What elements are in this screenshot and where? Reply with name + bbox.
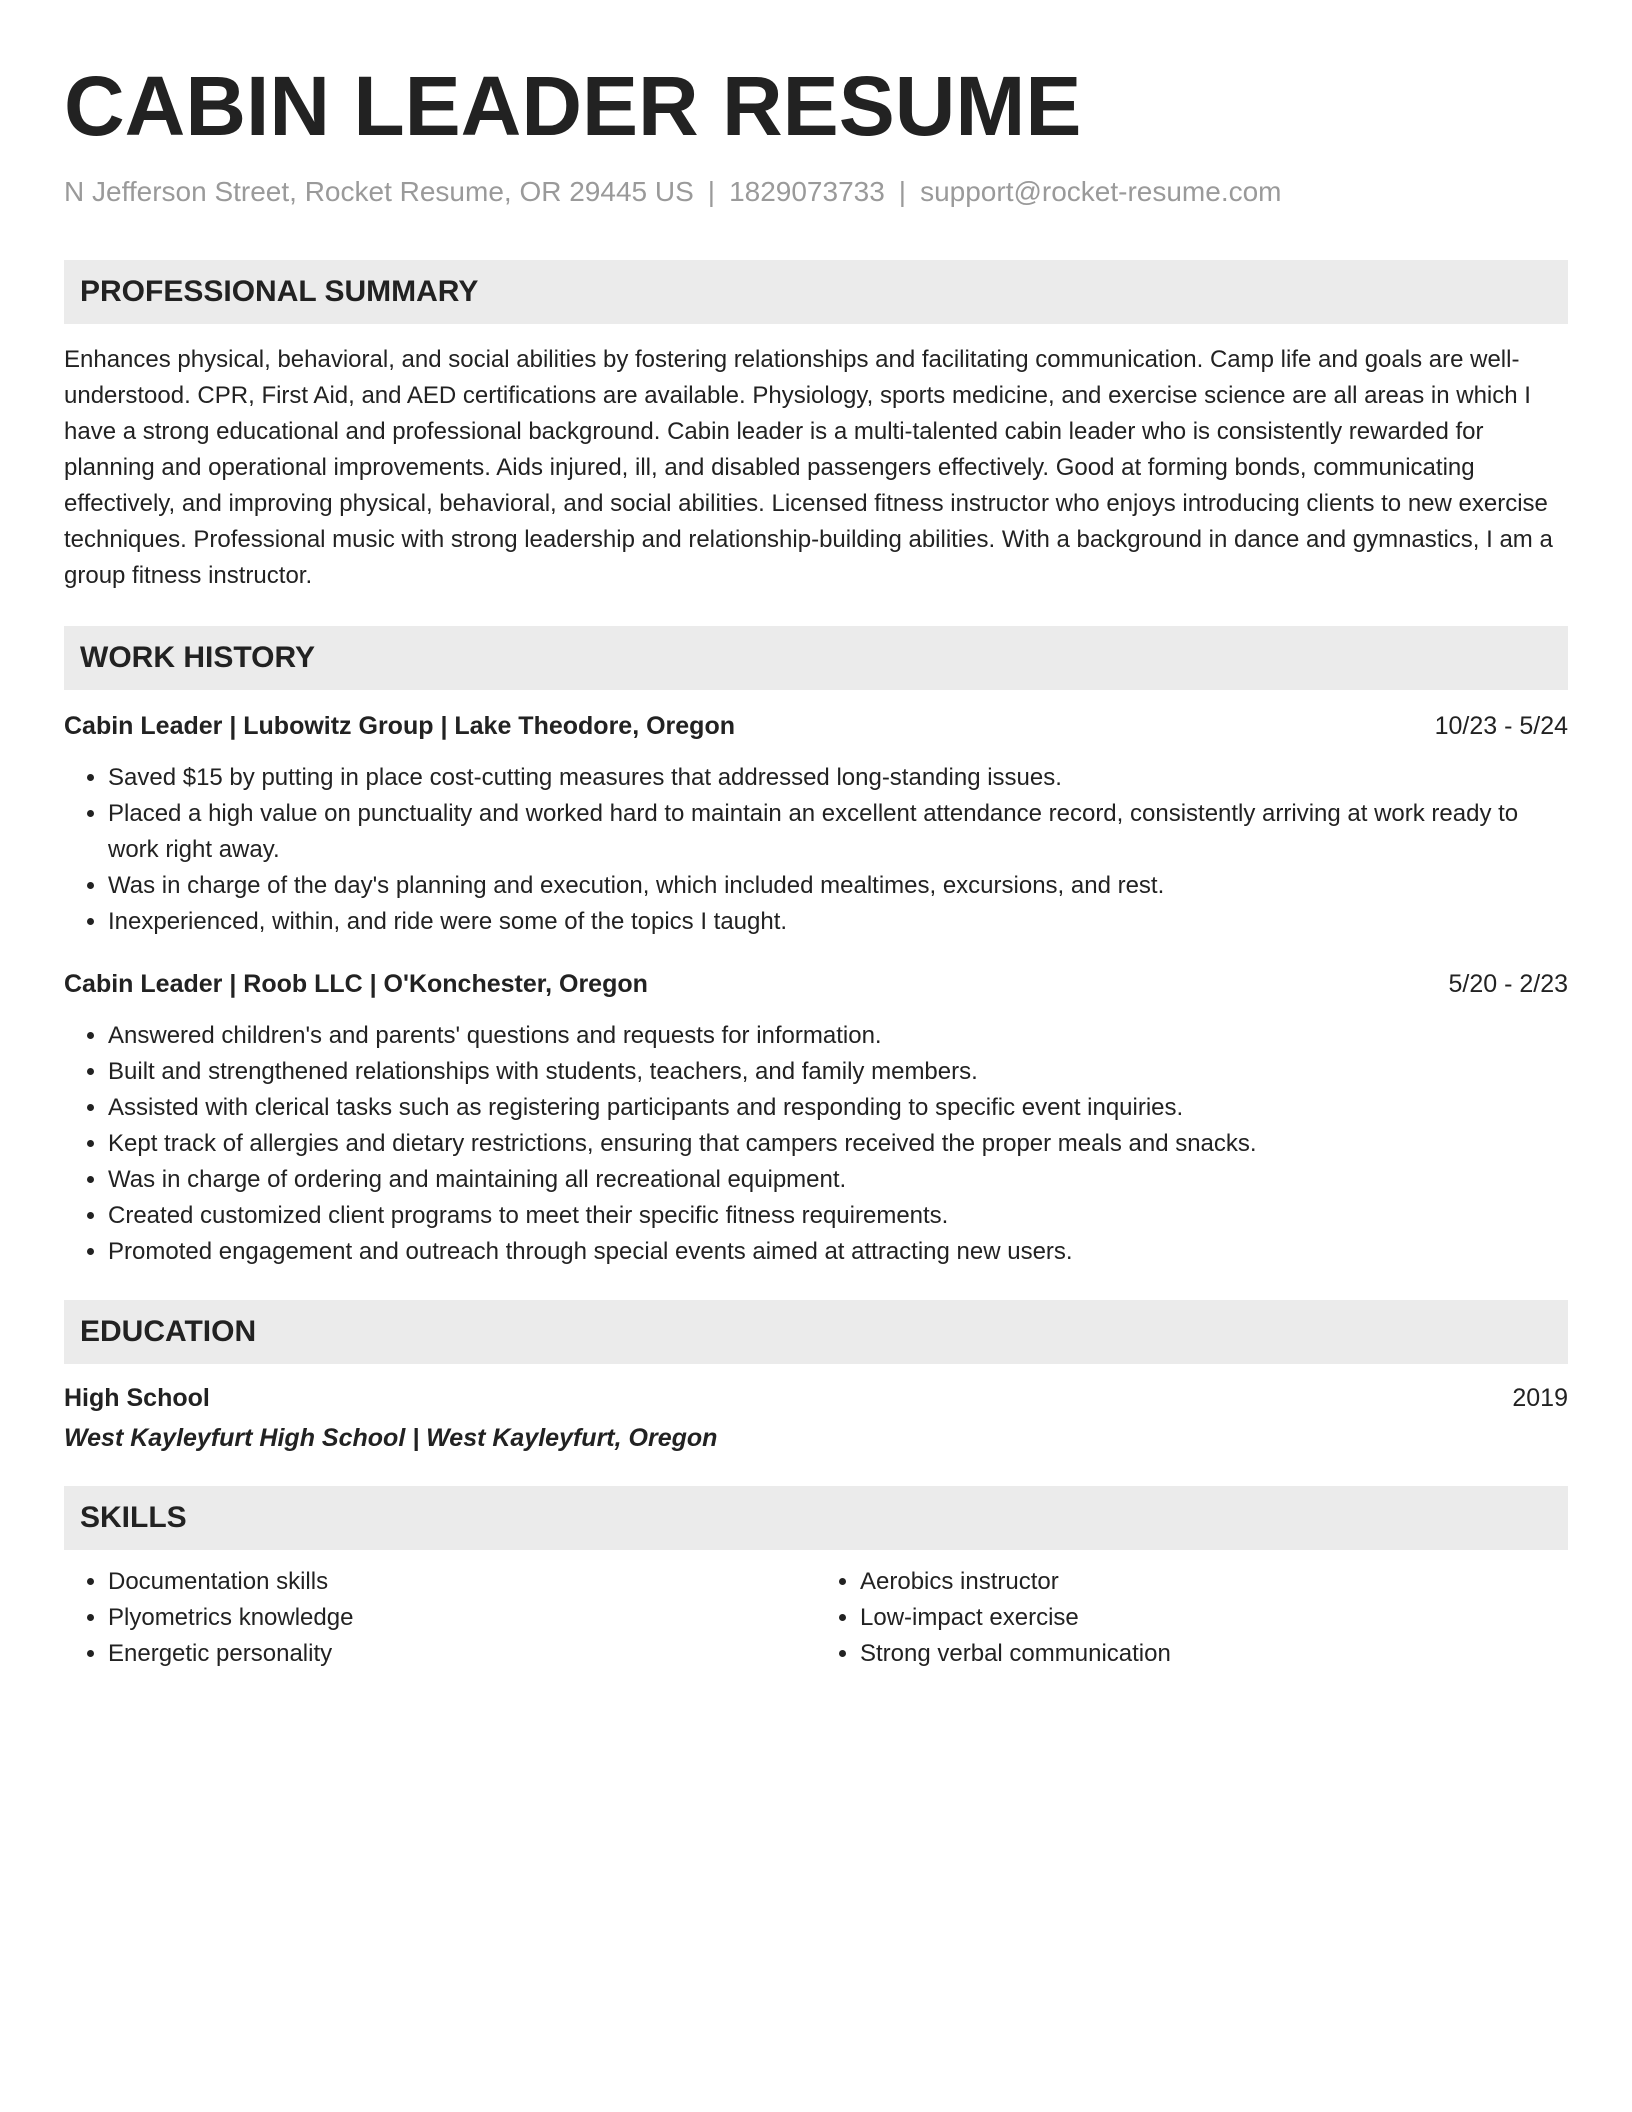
job-bullet: • Created customized client programs to meet their specific fitness requirements. bbox=[108, 1198, 1568, 1234]
job-bullet: • Promoted engagement and outreach through special events aimed at attracting new users. bbox=[108, 1234, 1568, 1270]
job-bullets bbox=[64, 760, 1568, 940]
job-bullets bbox=[64, 1018, 1568, 1270]
job-title: Cabin Leader | Lubowitz Group | Lake Theodore, Oregon bbox=[64, 712, 735, 740]
contact-email: support@rocket-resume.com bbox=[920, 176, 1282, 207]
education-degree: High School bbox=[64, 1384, 210, 1412]
skills-column-right bbox=[816, 1564, 1568, 1672]
skill-item: • Documentation skills bbox=[108, 1564, 816, 1600]
skill-item: • Energetic personality bbox=[108, 1636, 816, 1672]
education-heading: EDUCATION bbox=[64, 1300, 1568, 1364]
contact-line bbox=[64, 174, 1568, 210]
job-bullet: • Placed a high value on punctuality and worked hard to maintain an excellent attendance record, consistently arriving at work ready to work right away. bbox=[108, 796, 1568, 868]
job-dates: 10/23 - 5/24 bbox=[1434, 712, 1568, 740]
skills-bullets bbox=[64, 1564, 816, 1672]
job-entry bbox=[64, 966, 1568, 1270]
contact-separator: | bbox=[707, 176, 716, 207]
job-bullet: • Answered children's and parents' questions and requests for information. bbox=[108, 1018, 1568, 1054]
job-entry bbox=[64, 708, 1568, 940]
skills-heading: SKILLS bbox=[64, 1486, 1568, 1550]
education-year: 2019 bbox=[1512, 1384, 1568, 1412]
skills-column-left bbox=[64, 1564, 816, 1672]
skill-item: • Aerobics instructor bbox=[860, 1564, 1568, 1600]
job-bullet: • Was in charge of ordering and maintaining all recreational equipment. bbox=[108, 1162, 1568, 1198]
contact-address: N Jefferson Street, Rocket Resume, OR 29445 US bbox=[64, 176, 694, 207]
job-dates: 5/20 - 2/23 bbox=[1448, 970, 1568, 998]
contact-separator: | bbox=[898, 176, 907, 207]
skill-item: • Low-impact exercise bbox=[860, 1600, 1568, 1636]
job-bullet: • Kept track of allergies and dietary restrictions, ensuring that campers received the proper meals and snacks. bbox=[108, 1126, 1568, 1162]
work-history-heading: WORK HISTORY bbox=[64, 626, 1568, 690]
skill-item: • Plyometrics knowledge bbox=[108, 1600, 816, 1636]
summary-text: Enhances physical, behavioral, and social abilities by fostering relationships and facilitating communication. Camp life and goals are well-understood. CPR, First Aid, and AED certifications are available. Physiology, sports medicine, and exercise science are all areas in which I have a strong educational and professional background. Cabin leader is a multi-talented cabin leader who is consistently rewarded for planning and operational improvements. Aids injured, ill, and disabled passengers effectively. Good at forming bonds, communicating effectively, and improving physical, behavioral, and social abilities. Licensed fitness instructor who enjoys introducing clients to new exercise techniques. Professional music with strong leadership and relationship-building abilities. With a background in dance and gymnastics, I am a group fitness instructor. bbox=[64, 346, 1553, 589]
skill-item: • Strong verbal communication bbox=[860, 1636, 1568, 1672]
job-header bbox=[64, 966, 1568, 1002]
summary-heading: PROFESSIONAL SUMMARY bbox=[64, 260, 1568, 324]
contact-phone: 1829073733 bbox=[729, 176, 885, 207]
resume-title: CABIN LEADER RESUME bbox=[64, 59, 1082, 153]
job-bullet: • Inexperienced, within, and ride were some of the topics I taught. bbox=[108, 904, 1568, 940]
skills-bullets bbox=[816, 1564, 1568, 1672]
job-header bbox=[64, 708, 1568, 744]
job-bullet: • Saved $15 by putting in place cost-cutting measures that addressed long-standing issues. bbox=[108, 760, 1568, 796]
education-entry bbox=[64, 1380, 1568, 1416]
job-bullet: • Built and strengthened relationships with students, teachers, and family members. bbox=[108, 1054, 1568, 1090]
education-school: West Kayleyfurt High School | West Kayleyfurt, Oregon bbox=[64, 1424, 718, 1452]
job-title: Cabin Leader | Roob LLC | O'Konchester, Oregon bbox=[64, 970, 648, 998]
job-bullet: • Assisted with clerical tasks such as registering participants and responding to specific event inquiries. bbox=[108, 1090, 1568, 1126]
skills-list bbox=[64, 1564, 1568, 1672]
job-bullet: • Was in charge of the day's planning and execution, which included mealtimes, excursions, and rest. bbox=[108, 868, 1568, 904]
